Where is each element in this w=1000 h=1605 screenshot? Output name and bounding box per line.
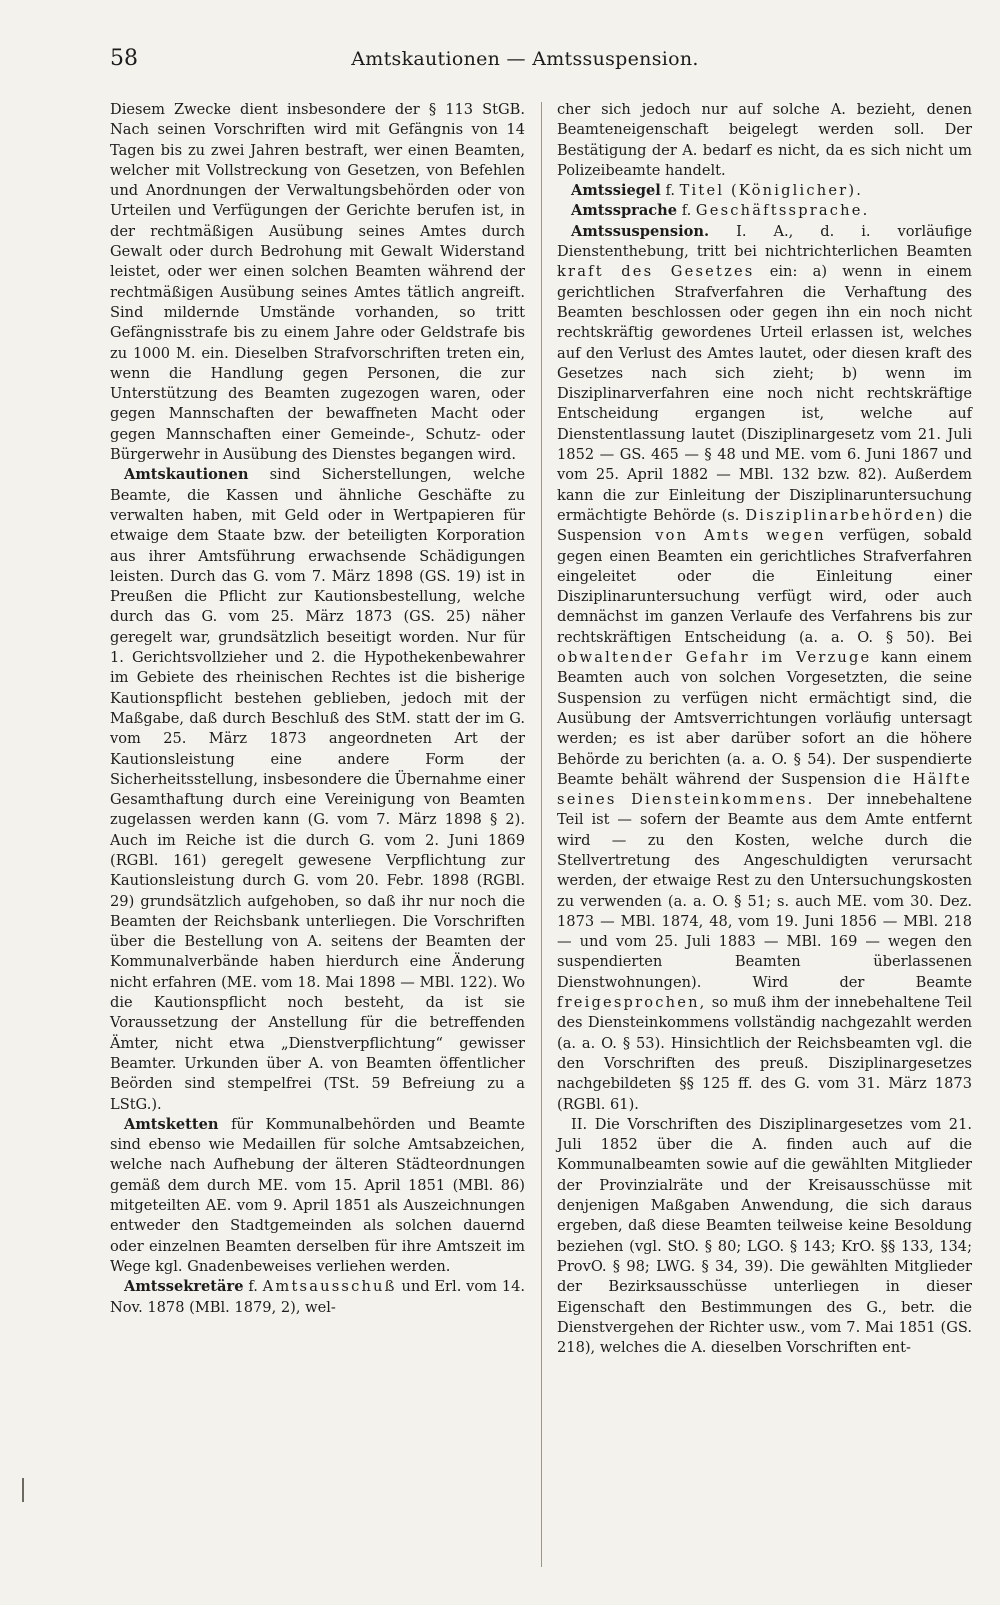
entry-headword: Amtsketten bbox=[124, 1115, 219, 1133]
entry-text: verfügen, sobald gegen einen Beamten ein gerichtliches Strafverfahren eingeleitet oder die Einleitung einer Disziplinaruntersuchung verfügt wird, oder auch demnächst im ganzen Verlaufe des Verfahrens bis zur rechtskräftigen Entscheidung (a. a. O. § 50). Bei bbox=[557, 527, 973, 646]
entry-amtssekretaere bbox=[110, 1277, 525, 1318]
right-column bbox=[557, 100, 972, 1580]
spaced-emphasis: Disziplinarbehörden bbox=[745, 506, 938, 524]
section-ii: II. Die Vorschriften des Disziplinargesetzes vom 21. Juli 1852 über die A. finden auch auf die Kommunalbeamten sowie auf die gewählten Mitglieder der Provinzialräte und der Kreisausschüsse mit denjenigen Maßgaben Anwendung, die sich daraus ergeben, daß diese Beamten teilweise keine Besoldung beziehen (vgl. StO. § 80; LGO. § 143; KrO. §§ 133, 134; ProvO. § 98; LWG. § 34, 39). Die gewählten Mitglieder der Bezirksausschüsse unterliegen in dieser Eigenschaft den Bestimmungen des G., betr. die Dienstvergehen der Richter usw., vom 7. Mai 1851 (GS. 218), welches die A. dieselben Vorschriften ent- bbox=[557, 1115, 972, 1357]
spaced-emphasis: kraft des Gesetzes bbox=[557, 263, 755, 281]
entry-amtssuspension bbox=[557, 222, 972, 1115]
entry-text: ) die Suspension bbox=[557, 506, 972, 545]
text-columns bbox=[110, 100, 972, 1580]
entry-text: kann einem Beamten auch von solchen Vorgesetzten, die seine Suspension zu verfügen nicht ermächtigt sind, die Ausübung der Amtsverrichtungen vorläufig untersagt werden; es ist aber darüber sofort an die höhere Behörde zu berichten (a. a. O. § 54). Der suspendierte Beamte behält während der Suspension bbox=[557, 649, 973, 788]
spaced-emphasis: obwaltender Gefahr im Verzuge bbox=[557, 649, 872, 667]
see-prefix: f. bbox=[681, 202, 692, 220]
paragraph: Diesem Zwecke dient insbesondere der § 113 StGB. Nach seinen Vorschriften wird mit Gefängnis von 14 Tagen bis zu zwei Jahren bestraft, wer einen Beamten, welcher mit Vollstreckung von Gesetzen, von Befehlen und Anordnungen der Verwaltungsbehörden oder von Urteilen und Verfügungen der Gerichte berufen ist, in der rechtmäßigen Ausübung seines Amtes durch Gewalt oder durch Bedrohung mit Gewalt Widerstand leistet, oder wer einen solchen Beamten während der rechtmäßigen Ausübung seines Amtes tätlich angreift. Sind mildernde Umstände vorhanden, so tritt Gefängnisstrafe bis zu einem Jahre oder Geldstrafe bis zu 1000 M. ein. Dieselben Strafvorschriften treten ein, wenn die Handlung gegen Personen, die zur Unterstützung des Beamten zugezogen waren, oder gegen Mannschaften der bewaffneten Macht oder gegen Mannschaften einer Gemeinde-, Schutz- oder Bürgerwehr in Ausübung des Dienstes begangen wird. bbox=[110, 101, 525, 464]
entry-text: für Kommunalbehörden und Beamte sind ebenso wie Medaillen für solche Amtsabzeichen, welche nach Aufhebung der älteren Städteordnungen gemäß dem durch ME. vom 15. April 1851 (MBl. 86) mitgeteilten AE. vom 9. April 1851 als Auszeichnungen entweder den Stadtgemeinden als solchen dauernd oder einzelnen Beamten derselben für ihre Amtszeit im Wege kgl. Gnadenbeweises verliehen werden. bbox=[110, 1115, 525, 1275]
running-head: Amtskautionen — Amtssuspension. bbox=[351, 48, 699, 70]
spaced-emphasis: von Amts wegen bbox=[655, 527, 826, 545]
entry-amtskautionen bbox=[110, 465, 525, 1115]
entry-headword: Amtssekretäre bbox=[124, 1278, 244, 1296]
column-divider bbox=[541, 102, 542, 1567]
margin-mark bbox=[22, 1478, 24, 1502]
cross-reference: Geschäftssprache. bbox=[695, 202, 870, 220]
entry-text: und Erl. vom 14. Nov. 1878 (MBl. 1879, 2), wel- bbox=[110, 1278, 526, 1316]
page-number: 58 bbox=[110, 46, 138, 71]
entry-amtsketten bbox=[110, 1115, 525, 1277]
entry-amtssiegel bbox=[557, 181, 972, 201]
see-prefix: f. bbox=[665, 182, 675, 200]
entry-text: I. A., d. i. vorläufige Dienstenthebung, tritt bei nichtrichterlichen Beamten bbox=[557, 222, 973, 261]
entry-headword: Amtssprache bbox=[571, 202, 678, 220]
entry-headword: Amtskautionen bbox=[124, 466, 249, 484]
entry-text: Der innebehaltene Teil ist — sofern der Beamte aus dem Amte entfernt wird — zu den Kosten, welche durch die Stellvertretung des Angeschuldigten verursacht werden, der etwaige Rest zu den Untersuchungskosten zu verwenden (a. a. O. § 51; s. auch ME. vom 30. Dez. 1873 — MBl. 1874, 48, vom 19. Juni 1856 — MBl. 218 — und vom 25. Juli 1883 — MBl. 169 — wegen den suspendierten Beamten überlassenen Dienstwohnungen). Wird der Beamte bbox=[557, 791, 973, 991]
spaced-emphasis: freigesprochen, bbox=[557, 994, 707, 1012]
entry-headword: Amtssiegel bbox=[571, 182, 661, 200]
cross-reference: Amtsausschuß bbox=[262, 1278, 397, 1296]
spaced-emphasis: die Hälfte seines Diensteinkommens. bbox=[557, 770, 972, 809]
entry-text: ein: a) wenn in einem gerichtlichen Strafverfahren die Verhaftung des Beamten beschlossen oder gegen ihn ein noch nicht rechtskräftig gewordenes Urteil erlassen ist, welches auf den Verlust des Amtes lautet, oder diesen kraft des Gesetzes nach sich zieht; b) wenn im Disziplinarverfahren eine noch nicht rechtskräftige Entscheidung ergangen ist, welche auf Dienstentlassung lautet (Disziplinargesetz vom 21. Juli 1852 — GS. 465 — § 48 und ME. vom 6. Juni 1867 und vom 25. April 1882 — MBl. 132 bzw. 82). Außerdem kann die zur Einleitung der Disziplinaruntersuchung ermächtigte Behörde (s. bbox=[557, 263, 972, 524]
entry-text: sind Sicherstellungen, welche Beamte, die Kassen und ähnliche Geschäfte zu verwalten haben, mit Geld oder in Wertpapieren für etwaige dem Staate bzw. der beteiligten Korporation aus ihrer Amtsführung erwachsende Schädigungen leisten. Durch das G. vom 7. März 1898 (GS. 19) ist in Preußen die Pflicht zur Kautionsbestellung, welche durch das G. vom 25. März 1873 (GS. 25) näher geregelt war, grundsätzlich beseitigt worden. Nur für 1. Gerichtsvollzieher und 2. die Hypothekenbewahrer im Gebiete des rheinischen Rechtes ist die bisherige Kautionspflicht bestehen geblieben, jedoch mit der Maßgabe, daß durch Beschluß des StM. statt der im G. vom 25. März 1873 angeordneten Art der Kautionsleistung eine andere Form der Sicherheitsstellung, insbesondere die Übernahme einer Gesamthaftung durch eine Vereinigung von Beamten zugelassen werden kann (G. vom 7. März 1898 § 2). Auch im Reiche ist die durch G. vom 2. Juni 1869 (RGBl. 161) geregelt gewesene Verpflichtung zur Kautionsleistung durch G. vom 20. Febr. 1898 (RGBl. 29) grundsätzlich aufgehoben, so daß ihr nur noch die Beamten der Reichsbank unterliegen. Die Vorschriften über die Bestellung von A. seitens der Beamten der Kommunalverbände haben hierdurch eine Änderung nicht erfahren (ME. vom 18. Mai 1898 — MBl. 122). Wo die Kautionspflicht noch besteht, da ist sie Voraussetzung der Anstellung für die betreffenden Ämter, nicht etwa „Dienstverpflichtung“ gewisser Beamter. Urkunden über A. von Beamten öffentlicher Beörden sind stempelfrei (TSt. 59 Befreiung zu a LStG.). bbox=[110, 466, 526, 1113]
entry-headword: Amtssuspension. bbox=[571, 222, 710, 240]
entry-amtssprache bbox=[557, 201, 972, 221]
entry-text: so muß ihm der innebehaltene Teil des Diensteinkommens vollständig nachgezahlt werden (a. a. O. § 53). Hinsichtlich der Reichsbeamten vgl. die den Vorschriften des preuß. Disziplinargesetzes nachgebildeten §§ 125 ff. des G. vom 31. März 1873 (RGBl. 61). bbox=[557, 994, 972, 1113]
see-prefix: f. bbox=[248, 1278, 258, 1296]
left-column bbox=[110, 100, 525, 1580]
paragraph: cher sich jedoch nur auf solche A. bezieht, denen Beamteneigenschaft beigelegt werden soll. Der Bestätigung der A. bedarf es nicht, da es sich nicht um Polizeibeamte handelt. bbox=[557, 101, 972, 179]
page-header bbox=[110, 46, 940, 71]
cross-reference: Titel (Königlicher). bbox=[679, 182, 864, 200]
